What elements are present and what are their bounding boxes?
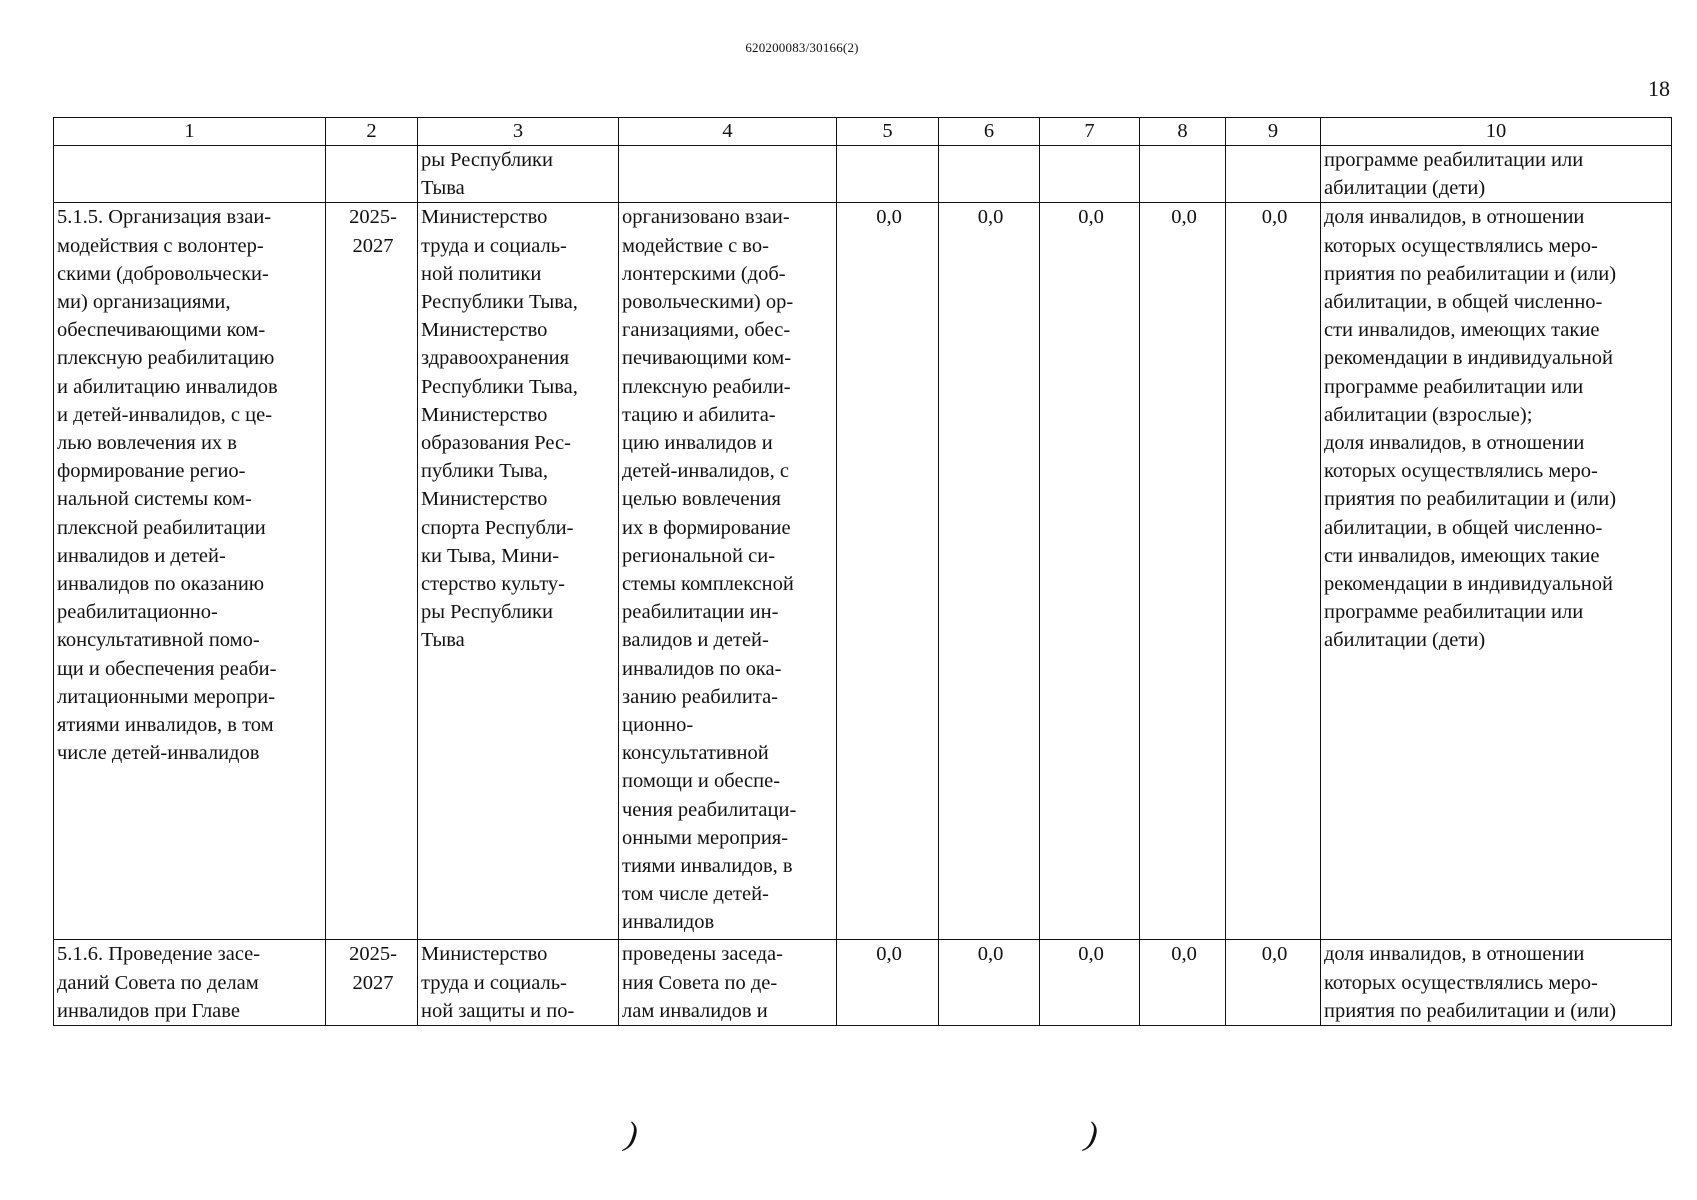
value-cell <box>1040 146 1140 203</box>
value-cell <box>1140 146 1226 203</box>
column-header-2: 2 <box>326 118 418 146</box>
value-cell: 0,0 <box>1140 203 1226 940</box>
page-number: 18 <box>1648 76 1670 101</box>
result-cell: проведены заседа- ния Совета по де- лам инвалидов и <box>619 940 837 1026</box>
handwritten-mark: ) <box>623 1115 640 1154</box>
years-cell: 2025- 2027 <box>326 203 418 940</box>
column-number-header-row <box>54 118 1672 146</box>
action-plan-table <box>53 117 1672 1026</box>
handwritten-mark: ) <box>1083 1115 1100 1154</box>
result-cell: организовано взаи- модействие с во- лонтерскими (доб- ровольческими) ор- ганизациями, обес- печивающими ком- плексную реабили- тацию и абилита- цию инвалидов и детей-инвалидов, с целью вовлечения их в формирование региональной си- стемы комплексной реабилитации ин- валидов и детей- инвалидов по ока- занию реабилита- ционно- консультативной помощи и обеспе- чения реабилитаци- онными мероприя- тиями инвалидов, в том числе детей- инвалидов <box>619 203 837 940</box>
measure-name-cell: 5.1.5. Организация взаи- модействия с волонтер- скими (добровольчески- ми) организациями, обеспечивающими ком- плексную реабилитацию и абилитацию инвалидов и детей-инвалидов, с це- лью вовлечения их в формирование регио- нальной системы ком- плексной реабилитации инвалидов и детей- инвалидов по оказанию реабилитационно- консультативной помо- щи и обеспечения реаби- литационными меропри- ятиями инвалидов, в том числе детей-инвалидов <box>54 203 326 940</box>
column-header-10: 10 <box>1321 118 1672 146</box>
value-cell <box>1226 146 1321 203</box>
column-header-8: 8 <box>1140 118 1226 146</box>
column-header-6: 6 <box>939 118 1040 146</box>
measure-name-cell: 5.1.6. Проведение засе- даний Совета по делам инвалидов при Главе <box>54 940 326 1026</box>
indicator-cell: доля инвалидов, в отношении которых осуществлялись меро- приятия по реабилитации и (или) абилитации, в общей численно- сти инвалидов, имеющих такие рекомендации в индивидуальной программе реабилитации или абилитации (взрослые); доля инвалидов, в отношении которых осуществлялись меро- приятия по реабилитации и (или) абилитации, в общей численно- сти инвалидов, имеющих такие рекомендации в индивидуальной программе реабилитации или абилитации (дети) <box>1321 203 1672 940</box>
value-cell: 0,0 <box>1040 940 1140 1026</box>
responsible-cell: Министерство труда и социаль- ной защиты и по- <box>418 940 619 1026</box>
value-cell: 0,0 <box>1040 203 1140 940</box>
table-row <box>54 203 1672 940</box>
indicator-cell: доля инвалидов, в отношении которых осуществлялись меро- приятия по реабилитации и (или) <box>1321 940 1672 1026</box>
responsible-cell: Министерство труда и социаль- ной политики Республики Тыва, Министерство здравоохранения Республики Тыва, Министерство образования Рес- публики Тыва, Министерство спорта Республи- ки Тыва, Мини- стерство культу- ры Республики Тыва <box>418 203 619 940</box>
value-cell: 0,0 <box>837 203 939 940</box>
value-cell <box>939 146 1040 203</box>
value-cell: 0,0 <box>1226 940 1321 1026</box>
document-code: 620200083/30166(2) <box>745 40 859 55</box>
indicator-cell: программе реабилитации или абилитации (дети) <box>1321 146 1672 203</box>
column-header-7: 7 <box>1040 118 1140 146</box>
column-header-3: 3 <box>418 118 619 146</box>
value-cell: 0,0 <box>1140 940 1226 1026</box>
column-header-4: 4 <box>619 118 837 146</box>
value-cell <box>837 146 939 203</box>
result-cell <box>619 146 837 203</box>
column-header-1: 1 <box>54 118 326 146</box>
value-cell: 0,0 <box>939 940 1040 1026</box>
table-row <box>54 146 1672 203</box>
table-row <box>54 940 1672 1026</box>
value-cell: 0,0 <box>837 940 939 1026</box>
measure-name-cell <box>54 146 326 203</box>
responsible-cell: ры Республики Тыва <box>418 146 619 203</box>
column-header-5: 5 <box>837 118 939 146</box>
years-cell <box>326 146 418 203</box>
value-cell: 0,0 <box>939 203 1040 940</box>
years-cell: 2025- 2027 <box>326 940 418 1026</box>
value-cell: 0,0 <box>1226 203 1321 940</box>
column-header-9: 9 <box>1226 118 1321 146</box>
